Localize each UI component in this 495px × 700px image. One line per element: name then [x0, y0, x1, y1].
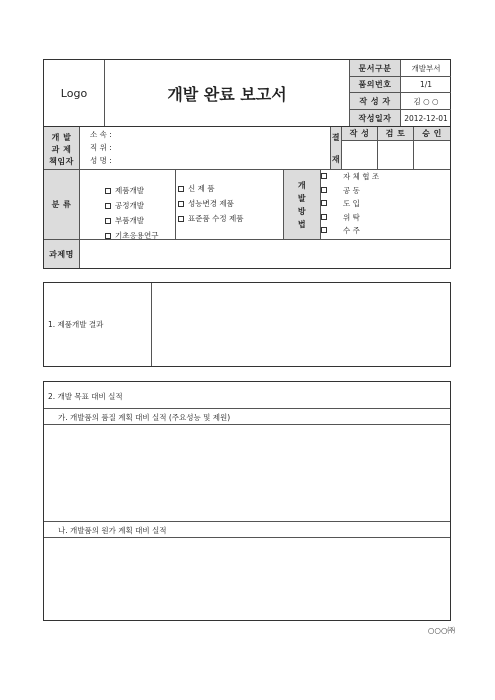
meta-label-author: 작 성 자	[350, 93, 401, 110]
method-label-char: 발	[297, 194, 307, 203]
approval-col-draft: 작 성	[342, 127, 378, 141]
checkbox-method-import[interactable]	[321, 198, 450, 212]
checkbox-icon	[105, 203, 111, 209]
checkbox-icon	[321, 214, 327, 220]
document-title: 개발 완료 보고서	[104, 60, 349, 126]
field-position: 직 위 :	[90, 143, 112, 152]
checkbox-icon	[178, 216, 184, 222]
checkbox-process-dev[interactable]	[105, 200, 175, 215]
checkbox-icon	[321, 187, 327, 193]
manager-label-line: 개 발	[51, 132, 72, 142]
checkbox-new-product[interactable]	[178, 183, 283, 198]
checkbox-label: 신 제 품	[188, 184, 215, 193]
section1-title: 1. 제품개발 결과	[44, 283, 152, 366]
manager-label-line: 과 제	[51, 144, 72, 154]
section2-sub-a: 가. 개발품의 품질 계획 대비 실적 (주요성능 및 제원)	[44, 409, 450, 425]
checkbox-label: 공 동	[343, 185, 360, 195]
meta-value-date: 2012-12-01	[404, 113, 448, 123]
section1-box	[43, 282, 451, 367]
checkbox-label: 위 탁	[343, 212, 360, 222]
meta-value-approval-no: 1/1	[401, 77, 451, 93]
checkbox-part-dev[interactable]	[105, 215, 175, 230]
checkbox-standard-modify[interactable]	[178, 213, 283, 228]
checkbox-label: 자 체 협 조	[343, 172, 380, 181]
section2-sub-a-content[interactable]	[44, 425, 450, 522]
method-label-char: 방	[297, 207, 307, 216]
meta-grid	[349, 60, 450, 126]
checkbox-method-self[interactable]	[321, 171, 450, 185]
approval-grid	[342, 127, 450, 170]
approval-label-char: 재	[331, 154, 341, 164]
section1-content[interactable]	[152, 283, 450, 366]
checkbox-icon	[105, 233, 111, 239]
meta-value-author: 김 ○ ○	[401, 93, 451, 110]
meta-label-date: 작성일자	[350, 110, 401, 126]
checkbox-label: 도 입	[343, 199, 360, 209]
method-label-char: 개	[297, 181, 307, 190]
footer-company: ○○○㈜	[427, 626, 455, 635]
section2-box	[43, 381, 451, 621]
method-label	[284, 170, 321, 240]
approval-sign-approve[interactable]	[414, 141, 450, 169]
meta-label-doc-type: 문서구분	[350, 60, 401, 77]
field-name: 성 명 :	[90, 156, 112, 165]
checkbox-icon	[105, 188, 111, 194]
checkbox-method-consign[interactable]	[321, 212, 450, 226]
checkbox-icon	[321, 227, 327, 233]
checkbox-icon	[105, 218, 111, 224]
classification-label: 분 류	[44, 170, 80, 240]
checkbox-product-dev[interactable]	[105, 185, 175, 200]
checkbox-icon	[321, 200, 327, 206]
section2-sub-b-content[interactable]	[44, 538, 450, 620]
checkbox-label: 공정개발	[115, 201, 144, 210]
logo: Logo	[60, 86, 88, 100]
checkbox-label: 부품개발	[115, 216, 144, 225]
approval-label-char: 결	[331, 132, 341, 142]
manager-label-line: 책임자	[49, 156, 74, 166]
checkbox-performance-change[interactable]	[178, 198, 283, 213]
section2-sub-b: 나. 개발품의 원가 계획 대비 실적	[44, 522, 450, 538]
checkbox-icon	[178, 186, 184, 192]
checkbox-label: 제품개발	[115, 186, 144, 195]
method-options	[321, 170, 450, 240]
checkbox-icon	[178, 201, 184, 207]
approval-col-review: 검 토	[378, 127, 414, 141]
checkbox-icon	[321, 173, 327, 179]
classification-col2	[176, 170, 284, 240]
project-name-field[interactable]	[80, 240, 450, 268]
field-affiliation: 소 속 :	[90, 130, 112, 139]
checkbox-label: 수 주	[343, 226, 360, 236]
checkbox-method-order[interactable]	[321, 225, 450, 239]
classification-col1	[80, 170, 176, 240]
checkbox-label: 표준품 수정 제품	[188, 214, 244, 223]
approval-sign-review[interactable]	[378, 141, 414, 169]
manager-fields	[80, 127, 331, 170]
checkbox-label: 성능변경 제품	[188, 199, 234, 208]
manager-label	[44, 127, 80, 170]
approval-col-approve: 승 인	[414, 127, 450, 141]
section2-title: 2. 개발 목표 대비 실적	[44, 382, 450, 409]
meta-value-doc-type: 개발부서	[401, 60, 451, 77]
meta-label-approval-no: 품의번호	[350, 77, 401, 93]
checkbox-method-joint[interactable]	[321, 185, 450, 199]
info-table	[43, 126, 451, 269]
header-table	[43, 59, 451, 127]
method-label-char: 법	[297, 220, 307, 229]
project-name-label: 과제명	[44, 240, 80, 268]
approval-sign-draft[interactable]	[342, 141, 378, 169]
checkbox-label: 기초응용연구	[115, 231, 159, 240]
approval-label	[331, 127, 342, 170]
